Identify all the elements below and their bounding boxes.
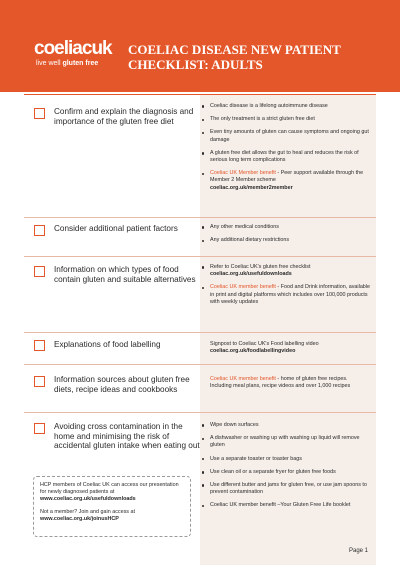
bullet-icon (202, 505, 204, 507)
checkbox-diagnosis[interactable] (34, 108, 45, 119)
page-number: Page 1 (349, 548, 369, 554)
answer-food-types (200, 264, 370, 312)
bullet-icon (202, 484, 204, 486)
checkbox-info-sources[interactable] (34, 376, 45, 387)
list-item: Coeliac UK member benefit - Food and Drink information, available in print and digital platforms which includes over 100,000 products with weekly updates (200, 284, 370, 306)
question-food-labelling: Explanations of food labelling (54, 340, 161, 349)
member-benefit-label: Coeliac UK member benefit (210, 284, 276, 291)
logo-tagline-bold: gluten free (62, 60, 99, 67)
foodlabellingvideo-link[interactable]: coeliac.org.uk/foodlabellingvideo (210, 348, 296, 355)
member-benefit-label: Coeliac UK member benefit (210, 376, 276, 382)
list-item: A gluten free diet allows the gut to heal and reduces the risk of serious long term complications (200, 150, 370, 164)
list-item: Coeliac UK member benefit –Your Gluten Free Life booklet (200, 502, 370, 509)
list-item: Any additional dietary restrictions (200, 237, 370, 244)
checkbox-cross-contamination[interactable] (34, 423, 45, 434)
bullet-icon (202, 438, 204, 440)
bullet-icon (202, 226, 204, 228)
list-item: Refer to Coeliac UK's gluten free checklist coeliac.org.uk/usefuldownloads (200, 264, 370, 278)
row-divider (24, 364, 376, 365)
bullet-icon (202, 132, 204, 134)
row-divider (24, 217, 376, 218)
list-item: Use clean oil or a separate fryer for gluten free foods (200, 469, 370, 476)
checkbox-food-types[interactable] (34, 266, 45, 277)
answer-patient-factors (200, 224, 370, 250)
bullet-icon (202, 266, 204, 268)
header-banner (0, 0, 400, 92)
list-item: Even tiny amounts of gluten can cause symptoms and ongoing gut damage (200, 129, 370, 143)
coeliac-uk-logo (34, 39, 114, 71)
question-patient-factors: Consider additional patient factors (54, 224, 178, 233)
answer-food-labelling: Signpost to Coeliac UK's Food labelling video coeliac.org.uk/foodlabellingvideo (210, 341, 319, 355)
answer-info-sources: Coeliac UK member benefit - home of gluten free recipes. Including meal plans, recipe videos and over 1,000 recipes (210, 376, 351, 390)
bullet-icon (202, 240, 204, 242)
list-item: The only treatment is a strict gluten free diet (200, 116, 370, 123)
logo-wordmark: coeliac (34, 38, 92, 59)
list-item: Coeliac UK Member benefit - Peer support available through the Member 2 Member scheme coeliac.org.uk/member2member (200, 170, 370, 192)
logo-uk: uk (91, 38, 112, 59)
bullet-icon (202, 287, 204, 289)
list-item: Any other medical conditions (200, 224, 370, 231)
member2member-link[interactable]: coeliac.org.uk/member2member (210, 184, 293, 191)
list-item: Use different butter and jams for gluten free, or use jam spoons to prevent contamination (200, 482, 370, 496)
logo-tagline: live well (36, 60, 63, 67)
bullet-icon (202, 105, 204, 107)
page-title: COELIAC DISEASE NEW PATIENT CHECKLIST: ADULTS (128, 42, 341, 72)
bullet-icon (202, 119, 204, 121)
question-diagnosis: Confirm and explain the diagnosis and importance of the gluten free diet (54, 107, 194, 126)
row-divider (24, 256, 376, 257)
hcp-info-box: HCP members of Coeliac UK can access our presentation for newly diagnosed patients at www.coeliac.org.uk/usefuldownloads Not a member? Join and gain access at www.coeliac.org.uk/joinusHCP (33, 476, 191, 537)
list-item: Use a separate toaster or toaster bags (200, 456, 370, 463)
list-item: Coeliac disease is a lifelong autoimmune disease (200, 103, 370, 110)
question-food-types: Information on which types of food contain gluten and suitable alternatives (54, 265, 196, 284)
answer-cross-contamination (200, 422, 370, 516)
question-info-sources: Information sources about gluten free diets, recipe ideas and cookbooks (54, 375, 190, 394)
bullet-icon (202, 173, 204, 175)
hcp-usefuldownloads-link[interactable]: www.coeliac.org.uk/usefuldownloads (40, 496, 136, 503)
bullet-icon (202, 471, 204, 473)
answer-diagnosis (200, 103, 370, 198)
list-item: Wipe down surfaces (200, 422, 370, 429)
join-hcp-link[interactable]: www.coeliac.org.uk/joinusHCP (40, 515, 119, 522)
row-divider (24, 412, 376, 413)
bullet-icon (202, 424, 204, 426)
member-benefit-label: Coeliac UK Member benefit (210, 170, 276, 177)
bullet-icon (202, 458, 204, 460)
usefuldownloads-link[interactable]: coeliac.org.uk/usefuldownloads (210, 271, 292, 278)
list-item: A dishwasher or washing up with washing up liquid will remove gluten (200, 435, 370, 449)
question-cross-contamination: Avoiding cross contamination in the home and minimising the risk of accidental gluten intake when eating out (54, 422, 200, 451)
checkbox-patient-factors[interactable] (34, 225, 45, 236)
bullet-icon (202, 152, 204, 154)
checkbox-food-labelling[interactable] (34, 340, 45, 351)
row-divider (24, 332, 376, 333)
